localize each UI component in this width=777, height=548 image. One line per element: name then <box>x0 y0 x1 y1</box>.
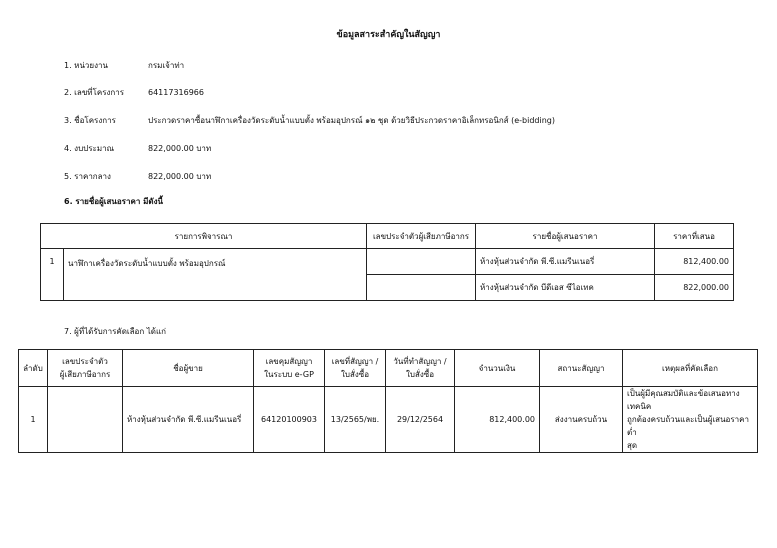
contract-control-number: 64120100903 <box>254 387 325 453</box>
field-label: 2. เลขที่โครงการ <box>64 88 125 97</box>
field-value: 64117316966 <box>148 88 204 97</box>
bidders-table <box>40 223 734 301</box>
reason-line: สุด <box>627 441 638 450</box>
table-row <box>19 387 758 453</box>
document-title: ข้อมูลสาระสำคัญในสัญญา <box>336 30 441 40</box>
header-line: เลขคุมสัญญา <box>265 357 313 366</box>
header-line: ผู้เสียภาษีอากร <box>59 370 111 379</box>
col-header-seller: ชื่อผู้ขาย <box>123 350 254 387</box>
contract-date: 29/12/2564 <box>386 387 455 453</box>
taxid-cell <box>367 275 476 301</box>
field-agency <box>64 59 184 72</box>
col-header-bidder: รายชื่อผู้เสนอราคา <box>476 224 655 249</box>
table-header-row <box>41 224 734 249</box>
section-6-heading: 6. รายชื่อผู้เสนอราคา มีดังนี้ <box>64 197 163 206</box>
col-header-reason: เหตุผลที่คัดเลือก <box>623 350 758 387</box>
item-number: 1 <box>41 249 64 301</box>
field-median-price <box>64 170 211 183</box>
selected-vendor-table <box>18 349 758 453</box>
taxid-cell <box>48 387 123 453</box>
header-line: เลขประจำตัว <box>62 357 108 366</box>
table-header-row <box>19 350 758 387</box>
col-header-amount: จำนวนเงิน <box>455 350 540 387</box>
col-header-contract-control <box>254 350 325 387</box>
contract-number: 13/2565/พย. <box>325 387 386 453</box>
bidder-name: ห้างหุ้นส่วนจำกัด พี.ซี.แมรีนเนอรี่ <box>476 249 655 275</box>
header-line: ในระบบ e-GP <box>264 370 314 379</box>
bidder-name: ห้างหุ้นส่วนจำกัด บีดีเอส ซีไอเทค <box>476 275 655 301</box>
header-line: ใบสั่งซื้อ <box>340 370 369 379</box>
col-header-taxid: เลขประจำตัวผู้เสียภาษีอากร <box>367 224 476 249</box>
col-header-contract-no <box>325 350 386 387</box>
contract-status: ส่งงานครบถ้วน <box>540 387 623 453</box>
col-header-status: สถานะสัญญา <box>540 350 623 387</box>
col-header-taxid <box>48 350 123 387</box>
field-value: 822,000.00 บาท <box>148 144 212 153</box>
seller-name: ห้างหุ้นส่วนจำกัด พี.ซี.แมรีนเนอรี่ <box>123 387 254 453</box>
contract-amount: 812,400.00 <box>455 387 540 453</box>
field-value: 822,000.00 บาท <box>148 172 212 181</box>
field-label: 4. งบประมาณ <box>64 144 115 153</box>
reason-line: เป็นผู้มีคุณสมบัติและข้อเสนอทางเทคนิค <box>627 389 740 411</box>
table-row <box>41 249 734 275</box>
field-project-name <box>64 114 555 127</box>
selection-reason <box>623 387 758 453</box>
section-7-heading: 7. ผู้ที่ได้รับการคัดเลือก ได้แก่ <box>64 327 166 336</box>
header-line: วันที่ทำสัญญา / <box>393 357 447 366</box>
taxid-cell <box>367 249 476 275</box>
header-line: ใบสั่งซื้อ <box>405 370 434 379</box>
item-name: นาฬิกาเครื่องวัดระดับน้ำแบบตั้ง พร้อมอุปกรณ์ <box>64 249 367 301</box>
field-label: 1. หน่วยงาน <box>64 61 108 70</box>
row-number: 1 <box>19 387 48 453</box>
field-project-number <box>64 86 204 99</box>
header-line: เลขที่สัญญา / <box>331 357 379 366</box>
field-label: 5. ราคากลาง <box>64 172 111 181</box>
field-value: ประกวดราคาซื้อนาฬิกาเครื่องวัดระดับน้ำแบบตั้ง พร้อมอุปกรณ์ ๑๒ ชุด ด้วยวิธีประกวดราคาอิเล็กทรอนิกส์ (e-bidding) <box>148 116 555 125</box>
col-header-item: รายการพิจารณา <box>41 224 367 249</box>
col-header-contract-date <box>386 350 455 387</box>
reason-line: ถูกต้องครบถ้วนและเป็นผู้เสนอราคา ต่ำ <box>627 415 749 437</box>
bid-price: 822,000.00 <box>655 275 734 301</box>
col-header-price: ราคาที่เสนอ <box>655 224 734 249</box>
col-header-no: ลำดับ <box>19 350 48 387</box>
field-budget <box>64 142 211 155</box>
bid-price: 812,400.00 <box>655 249 734 275</box>
field-label: 3. ชื่อโครงการ <box>64 116 116 125</box>
field-value: กรมเจ้าท่า <box>148 61 185 70</box>
